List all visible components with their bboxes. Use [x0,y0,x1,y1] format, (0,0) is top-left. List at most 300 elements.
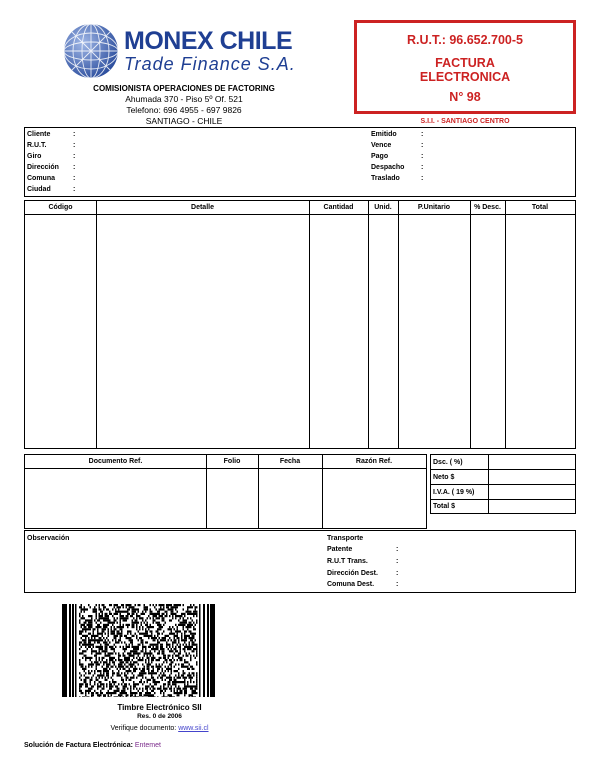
barcode-module [85,666,87,668]
barcode-module [181,674,183,676]
barcode-module [157,639,159,641]
barcode-module [151,661,153,663]
barcode-guard-bar [203,604,205,697]
barcode-module [81,606,83,608]
barcode-module [138,646,140,648]
barcode-module [93,692,95,694]
barcode-module [162,677,164,679]
barcode-module [150,630,152,632]
col-header-folio: Folio [223,458,241,465]
barcode-module [118,683,120,685]
barcode-module [118,639,120,641]
barcode-module [145,633,147,635]
barcode-module [175,639,177,641]
barcode-module [156,666,158,668]
barcode-module [103,619,105,621]
barcode-module [174,606,176,608]
barcode-module [108,622,110,624]
barcode-module [106,648,108,650]
barcode-module [132,619,134,621]
barcode-module [189,635,191,637]
barcode-module [102,630,104,632]
barcode-module [127,608,129,610]
barcode-module [126,694,128,696]
barcode-module [141,672,143,674]
barcode-module [118,611,120,613]
barcode-module [136,683,138,685]
barcode-module [180,677,182,679]
barcode-module [111,677,113,679]
barcode-module [100,648,102,650]
verify-link[interactable]: www.sii.cl [178,725,209,732]
barcode-module [178,692,180,694]
invoice-number: N° 98 [449,90,481,104]
barcode-module [187,648,189,650]
barcode-module [193,674,195,676]
barcode-module [109,683,111,685]
barcode-module [190,613,192,615]
barcode-module [193,613,195,615]
barcode-module [139,626,141,628]
barcode-module [124,611,126,613]
barcode-module [121,690,123,692]
barcode-module [114,663,116,665]
barcode-module [97,661,99,663]
barcode-module [99,606,101,608]
barcode-module [141,624,143,626]
barcode-module [81,690,83,692]
barcode-module [91,615,93,617]
barcode-module [175,604,177,606]
barcode-module [114,633,116,635]
barcode-module [175,624,177,626]
barcode-module [184,619,186,621]
barcode-module [106,626,108,628]
barcode-module [174,648,176,650]
barcode-module [171,633,173,635]
barcode-module [123,661,125,663]
barcode-module [108,672,110,674]
barcode-module [150,683,152,685]
barcode-module [87,628,89,630]
barcode-module [154,696,156,697]
barcode-module [123,619,125,621]
barcode-module [94,670,96,672]
barcode-module [120,615,122,617]
barcode-module [160,604,162,606]
barcode-module [138,615,140,617]
barcode-module [148,637,150,639]
barcode-module [184,681,186,683]
barcode-module [87,635,89,637]
barcode-module [180,681,182,683]
barcode-module [177,644,179,646]
barcode-module [171,659,173,661]
barcode-module [172,606,174,608]
barcode-module [171,670,173,672]
barcode-module [81,692,83,694]
barcode-module [193,615,195,617]
barcode-module [123,646,125,648]
barcode-module [156,644,158,646]
barcode-module [90,639,92,641]
barcode-module [150,608,152,610]
barcode-module [171,628,173,630]
barcode-module [84,639,86,641]
barcode-module [141,633,143,635]
barcode-module [94,639,96,641]
barcode-module [85,637,87,639]
barcode-module [102,639,104,641]
barcode-module [93,650,95,652]
barcode-module [169,626,171,628]
barcode-module [132,626,134,628]
barcode-module [99,674,101,676]
barcode-module [114,657,116,659]
barcode-module [105,655,107,657]
barcode-module [136,635,138,637]
barcode-module [120,635,122,637]
barcode-module [139,604,141,606]
barcode-module [195,639,197,641]
barcode-module [186,639,188,641]
customer-rut-label: R.U.T. [27,142,47,149]
barcode-module [102,657,104,659]
barcode-module [180,657,182,659]
barcode-module [142,626,144,628]
barcode-module [121,611,123,613]
barcode-module [150,696,152,697]
barcode-module [120,606,122,608]
barcode-module [109,663,111,665]
barcode-module [187,611,189,613]
barcode-module [132,615,134,617]
barcode-module [97,685,99,687]
stamp-verify [62,725,257,732]
barcode-module [114,637,116,639]
barcode-module [190,637,192,639]
barcode-module [111,659,113,661]
colon: : [421,175,424,182]
barcode-module [151,677,153,679]
barcode-module [184,641,186,643]
barcode-module [162,608,164,610]
barcode-module [192,613,194,615]
barcode-module [111,613,113,615]
barcode-module [168,668,170,670]
barcode-module [189,611,191,613]
barcode-module [171,613,173,615]
barcode-module [105,615,107,617]
barcode-module [184,690,186,692]
barcode-module [88,633,90,635]
barcode-module [168,683,170,685]
barcode-module [147,655,149,657]
barcode-module [96,626,98,628]
barcode-module [144,655,146,657]
barcode-module [195,685,197,687]
barcode-module [126,615,128,617]
barcode-module [147,657,149,659]
barcode-module [118,641,120,643]
barcode-module [99,677,101,679]
barcode-module [178,637,180,639]
barcode-module [183,622,185,624]
barcode-module [175,674,177,676]
barcode-module [184,679,186,681]
barcode-module [145,606,147,608]
barcode-module [93,674,95,676]
barcode-module [138,630,140,632]
barcode-module [141,617,143,619]
barcode-module [147,692,149,694]
barcode-module [99,696,101,697]
barcode-module [145,688,147,690]
barcode-module [106,617,108,619]
barcode-module [142,617,144,619]
barcode-module [151,611,153,613]
barcode-module [159,608,161,610]
barcode-module [99,617,101,619]
barcode-module [175,650,177,652]
barcode-module [178,657,180,659]
barcode-module [136,692,138,694]
barcode-module [123,615,125,617]
barcode-module [195,690,197,692]
barcode-module [102,683,104,685]
barcode-module [112,630,114,632]
barcode-module [163,650,165,652]
barcode-module [166,641,168,643]
barcode-module [106,659,108,661]
barcode-module [151,672,153,674]
barcode-module [135,661,137,663]
barcode-module [123,606,125,608]
barcode-module [166,606,168,608]
barcode-module [154,688,156,690]
barcode-module [123,681,125,683]
dispatch-label: Despacho [371,164,405,171]
barcode-module [141,674,143,676]
barcode-module [130,650,132,652]
barcode-module [169,681,171,683]
barcode-module [90,663,92,665]
barcode-module [160,685,162,687]
barcode-module [109,622,111,624]
barcode-module [99,613,101,615]
barcode-module [115,635,117,637]
barcode-module [186,661,188,663]
barcode-module [133,685,135,687]
barcode-module [106,644,108,646]
barcode-module [135,685,137,687]
barcode-module [123,696,125,697]
barcode-module [163,630,165,632]
barcode-module [183,613,185,615]
barcode-module [181,615,183,617]
barcode-module [102,666,104,668]
barcode-module [133,668,135,670]
barcode-module [172,626,174,628]
barcode-module [175,613,177,615]
barcode-module [172,683,174,685]
barcode-module [120,619,122,621]
barcode-module [148,615,150,617]
barcode-module [79,696,81,697]
customer-label: Cliente [27,131,51,138]
barcode-module [162,604,164,606]
barcode-module [115,613,117,615]
barcode-module [82,663,84,665]
barcode-module [79,644,81,646]
barcode-module [105,639,107,641]
barcode-module [196,677,198,679]
barcode-module [130,633,132,635]
barcode-module [129,624,131,626]
barcode-module [154,648,156,650]
barcode-module [171,663,173,665]
barcode-module [160,646,162,648]
barcode-module [180,652,182,654]
barcode-module [180,622,182,624]
barcode-module [111,604,113,606]
barcode-module [184,666,186,668]
barcode-module [160,657,162,659]
barcode-module [79,652,81,654]
barcode-module [145,661,147,663]
barcode-module [88,663,90,665]
barcode-module [184,688,186,690]
barcode-module [139,657,141,659]
barcode-module [178,655,180,657]
barcode-module [141,694,143,696]
barcode-module [184,639,186,641]
barcode-module [193,641,195,643]
barcode-module [114,617,116,619]
barcode-module [130,679,132,681]
barcode-module [163,604,165,606]
barcode-module [153,666,155,668]
barcode-module [109,652,111,654]
colon: : [396,546,399,553]
barcode-module [192,666,194,668]
barcode-module [151,637,153,639]
barcode-module [79,685,81,687]
barcode-module [91,679,93,681]
barcode-module [93,608,95,610]
barcode-module [156,608,158,610]
barcode-module [85,626,87,628]
company-info [70,83,298,127]
barcode-module [174,659,176,661]
company-name: COMISIONISTA OPERACIONES DE FACTORING [93,84,275,93]
barcode-module [189,622,191,624]
barcode-module [163,657,165,659]
barcode-module [81,652,83,654]
barcode-module [114,619,116,621]
barcode-module [159,604,161,606]
barcode-module [117,604,119,606]
barcode-module [166,668,168,670]
barcode-module [88,622,90,624]
barcode-module [100,626,102,628]
barcode-module [156,646,158,648]
barcode-module [151,694,153,696]
barcode-module [127,652,129,654]
barcode-module [118,666,120,668]
barcode-module [93,611,95,613]
barcode-module [165,690,167,692]
barcode-module [177,630,179,632]
barcode-module [126,606,128,608]
barcode-module [88,690,90,692]
barcode-module [160,615,162,617]
barcode-module [159,666,161,668]
barcode-module [151,635,153,637]
barcode-module [138,608,140,610]
barcode-module [114,692,116,694]
barcode-module [105,606,107,608]
barcode-module [124,685,126,687]
barcode-module [112,646,114,648]
barcode-module [138,663,140,665]
barcode-module [189,685,191,687]
barcode-module [136,652,138,654]
barcode-module [96,652,98,654]
barcode-module [157,622,159,624]
barcode-module [169,637,171,639]
barcode-module [145,628,147,630]
barcode-module [127,672,129,674]
barcode-module [112,659,114,661]
barcode-module [186,652,188,654]
barcode-module [181,681,183,683]
barcode-module [180,659,182,661]
footer-vendor: Entemet [134,742,161,749]
barcode-module [105,661,107,663]
barcode-module [138,674,140,676]
barcode-module [129,646,131,648]
barcode-module [121,679,123,681]
barcode-module [154,635,156,637]
barcode-module [150,679,152,681]
barcode-module [151,657,153,659]
barcode-module [106,655,108,657]
barcode-module [84,650,86,652]
barcode-module [177,670,179,672]
barcode-module [123,626,125,628]
barcode-module [118,663,120,665]
barcode-module [84,626,86,628]
barcode-module [154,637,156,639]
colon: : [73,142,76,149]
barcode-module [163,674,165,676]
barcode-module [99,648,101,650]
barcode-module [142,644,144,646]
barcode-module [193,648,195,650]
barcode-module [84,668,86,670]
barcode-module [135,646,137,648]
barcode-module [153,657,155,659]
barcode-module [96,613,98,615]
barcode-module [108,639,110,641]
barcode-module [99,659,101,661]
barcode-module [153,688,155,690]
barcode-module [120,659,122,661]
barcode-module [150,626,152,628]
col-header-detail: Detalle [191,204,214,211]
sii-office: S.I.I. - SANTIAGO CENTRO [420,118,510,125]
